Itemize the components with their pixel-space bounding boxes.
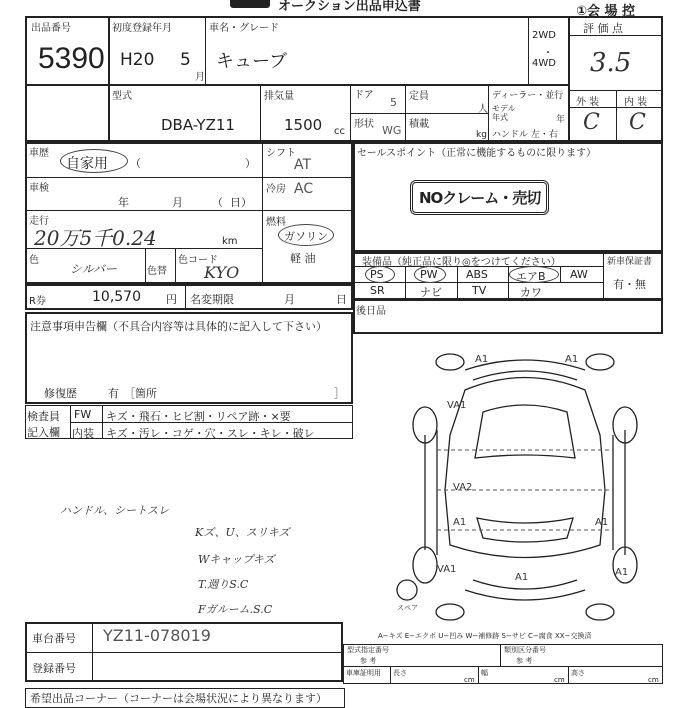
equip-tv: TV	[472, 284, 487, 297]
first-reg-month-unit: 月	[195, 72, 205, 83]
name-change-day: 日	[336, 293, 347, 306]
handwritten-line-4: T.週りS.C	[198, 578, 249, 591]
first-reg-month: 5	[180, 50, 191, 70]
shape-value: WG	[382, 124, 402, 137]
lot-label: 出品番号	[31, 23, 71, 34]
width-label: 幅	[481, 669, 488, 677]
recycle-row	[25, 284, 353, 310]
name-change-label: 名変期限	[190, 293, 234, 306]
displacement-label: 排気量	[264, 91, 294, 102]
history-value: 自家用	[66, 156, 108, 172]
height-unit: cm	[648, 676, 659, 684]
inspector-label-1: 検査員	[27, 410, 60, 423]
car-right-side	[613, 430, 625, 555]
inspection-day: 日）	[230, 196, 252, 209]
inspection-label: 車検	[29, 183, 49, 194]
damage-mark: VA2	[453, 482, 473, 493]
chassis-label: 車台番号	[32, 632, 76, 645]
model-name-label: 車名・グレード	[209, 23, 279, 34]
venue-label: ①会 場 控	[576, 4, 636, 19]
repair-value: 有	[108, 387, 119, 400]
header-logo	[230, 0, 270, 8]
capacity-unit: 人	[478, 104, 488, 115]
shift-label: シフト	[266, 148, 296, 159]
import-dealer: ディーラー・並行	[492, 91, 564, 101]
score-ext-label: 外 装	[576, 97, 600, 108]
first-reg-label: 初度登録年月	[112, 23, 172, 34]
wheel-bottom-right	[586, 604, 614, 620]
repair-close: ］	[334, 387, 345, 400]
footer-text: 希望出品コーナー（コーナーは会場状況により異なります）	[30, 692, 327, 705]
history-close: ）	[245, 157, 256, 170]
interior-label: 内装	[72, 427, 94, 440]
handwritten-line-3: Wキャップキズ	[198, 553, 275, 566]
ac-value: AC	[294, 181, 314, 197]
handwritten-line-2: Kズ、U、スリキズ	[195, 526, 290, 539]
damage-mark: A1	[475, 354, 489, 365]
doors-label: ドア	[354, 90, 374, 101]
color-change-label: 色替	[147, 266, 167, 277]
color-value: シルバー	[70, 262, 117, 276]
damage-mark: A1	[595, 517, 609, 528]
repair-label: 修復歴	[44, 387, 77, 400]
inspection-open: （	[212, 196, 223, 209]
length-unit: cm	[464, 676, 475, 684]
capacity-label: 定員	[409, 91, 429, 102]
drive-4wd: 4WD	[532, 58, 556, 69]
equipment-label: 装備品（純正品に限り◎をつけてください）	[362, 257, 561, 268]
spare-label: スペア	[397, 604, 418, 612]
damage-legend: A−キズ E−エクボ U−凹み W−補修跡 S−サビ C−腐食 XX−交換済	[378, 632, 592, 640]
new-reg-value: 有・無	[613, 278, 646, 291]
height-label: 高さ	[571, 669, 585, 677]
new-reg-label: 新車保証書	[607, 257, 653, 267]
sales-point-label: セールスポイント（正常に機能するものに限ります）	[357, 148, 597, 159]
width-unit: cm	[554, 676, 565, 684]
lot-number: 5390	[38, 42, 105, 75]
equip-ps-circle	[365, 266, 395, 283]
car-damage-diagram	[395, 340, 655, 630]
sales-point-stamp: NOクレーム・売切	[410, 180, 549, 215]
wheel-top-left	[436, 354, 464, 370]
chassis-value: YZ11-078019	[103, 626, 211, 645]
damage-mark: A1	[453, 517, 467, 528]
inspection-month: 月	[172, 196, 183, 209]
history-value-circle	[60, 149, 128, 173]
shape-label: 形状	[354, 119, 374, 130]
later-block	[353, 300, 663, 334]
mileage-unit: km	[222, 236, 238, 247]
equip-abs: ABS	[466, 268, 488, 281]
model-code-value: DBA-YZ11	[161, 116, 235, 134]
equip-airbag: エアB	[516, 270, 546, 283]
model-name-value: キューブ	[216, 51, 288, 72]
recycle-unit: 円	[166, 293, 177, 306]
wheel-rear-left	[413, 547, 437, 583]
color-code-label: 色コード	[178, 255, 218, 266]
fw-label: FW	[74, 408, 92, 421]
import-model-year: モデル 年式	[492, 104, 516, 122]
repair-place: ［箇所	[124, 387, 157, 400]
history-open: （	[130, 157, 141, 170]
damage-mark: A1	[615, 567, 629, 578]
color-label: 色	[29, 255, 39, 266]
later-label: 後日品	[356, 306, 386, 317]
equip-leather: カワ	[520, 286, 542, 299]
mileage-value: 20万5千0.24	[34, 226, 157, 250]
fw-text: キズ・飛石・ヒビ割・リペア跡・×要	[106, 410, 291, 423]
equip-sr: SR	[370, 284, 385, 297]
score-value: 3.5	[590, 48, 632, 78]
handwritten-line-1: ハンドル、シートスレ	[60, 504, 170, 517]
equip-aw: AW	[570, 268, 588, 281]
category-ref: 参 考	[516, 657, 533, 665]
fuel-gasoline: ガソリン	[284, 230, 328, 243]
doors-value: 5	[390, 96, 397, 109]
damage-mark: VA1	[437, 564, 457, 575]
registration-label: 登録番号	[32, 662, 76, 675]
displacement-unit: cc	[334, 126, 345, 137]
score-label: 評 価 点	[583, 22, 623, 35]
equip-navi: ナビ	[420, 286, 442, 299]
wheel-top-right	[586, 354, 614, 370]
equip-pw: PW	[420, 268, 438, 281]
equip-ps: PS	[370, 268, 384, 281]
handwritten-line-5: Fガルーム.S.C	[198, 603, 273, 616]
damage-mark: A1	[515, 572, 529, 583]
type-approval-label: 型式指定番号	[347, 646, 389, 654]
length-label: 長さ	[393, 669, 407, 677]
history-label: 車歴	[29, 148, 49, 159]
garage-cert-label: 車庫証明用	[346, 669, 381, 677]
notes-label: 注意事項申告欄（不具合内容等は具体的に記入して下さい）	[30, 320, 327, 333]
wheel-bottom-left	[436, 604, 464, 620]
drive-dot: ・	[543, 48, 553, 59]
displacement-value: 1500	[284, 116, 323, 134]
car-left-side	[425, 430, 437, 555]
recycle-value: 10,570	[92, 289, 141, 305]
header-title: オークション出品申込書	[278, 0, 421, 14]
equip-pw-circle	[414, 266, 446, 283]
type-approval-block	[343, 644, 663, 684]
inspector-label-2: 記入欄	[27, 426, 60, 439]
drive-2wd: 2WD	[532, 30, 556, 41]
import-handle: ハンドル 左・右	[492, 130, 558, 140]
first-reg-year: H20	[120, 50, 155, 70]
category-label: 類別区分番号	[504, 646, 546, 654]
type-approval-ref: 参 考	[360, 657, 377, 665]
name-change-month: 月	[284, 293, 295, 306]
import-year-unit: 年	[556, 115, 566, 125]
color-code-value: KYO	[204, 263, 240, 282]
score-int-label: 内 装	[624, 97, 648, 108]
fuel-gasoline-circle	[278, 224, 334, 246]
model-code-label: 型式	[112, 91, 132, 102]
load-label: 積載	[409, 119, 429, 130]
recycle-label: R券	[29, 296, 46, 307]
damage-mark: A1	[565, 354, 579, 365]
ac-label: 冷房	[266, 184, 286, 195]
damage-mark: VA1	[447, 400, 467, 411]
load-unit: kg	[476, 130, 487, 140]
car-rear	[465, 580, 585, 600]
interior-text: キズ・汚レ・コゲ・穴・スレ・キレ・破レ	[106, 427, 315, 440]
spare-tire	[397, 580, 417, 600]
fuel-diesel: 軽 油	[290, 252, 316, 265]
equip-airbag-circle	[509, 266, 559, 283]
shift-value: AT	[294, 157, 312, 173]
score-int-value: C	[629, 110, 646, 135]
fuel-label: 燃料	[266, 217, 286, 228]
mileage-label: 走行	[29, 216, 49, 227]
score-ext-value: C	[583, 110, 600, 135]
inspection-year: 年	[118, 196, 129, 209]
